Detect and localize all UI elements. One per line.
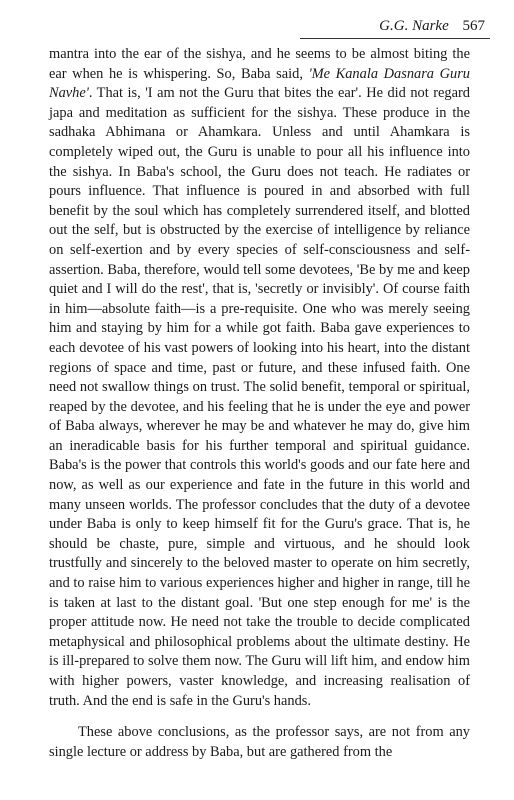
running-head-author: G.G. Narke: [379, 18, 449, 34]
header-rule: [300, 38, 490, 39]
paragraph-1-marathi-quote: 'Me Kanala Dasnara Guru Navhe': [49, 65, 471, 102]
running-head: [379, 17, 485, 35]
page-number: 567: [462, 18, 485, 34]
paragraph-2: These above conclusions, as the professor says, are not from any single lecture or address by Baba, but are gathered from the: [49, 724, 470, 760]
paragraph-1: [49, 45, 470, 711]
body-text: [49, 45, 470, 762]
paragraph-1-text-b: . That is, 'I am not the Guru that bites the ear'. He did not regard japa and meditation as sufficient for the sishya. These produce in the sadhaka Abhimana or Ahamkara. Unless and until Ahamkara is completely wiped out, the Guru is unable to pour all his influence into the sishya. In Baba's school, the Guru does not teach. He radiates or pours influence. That influence is poured in and absorbed with full benefit by the soul which has completely surrendered itself, and blotted out the self, but is obstructed by the exercise of intelligence by reliance on self-exertion and by every species of self-consciousness and self-assertion. Baba, therefore, would tell some devotees, 'Be by me and keep quiet and I will do the rest', that is, 'secretly or invisibly'. Of course faith in him—absolute faith—is a pre-requisite. One who was merely seeing him and staying by him for a while got faith. Baba gave experiences to each devotee of his vast powers of looking into his heart, into the distant regions of space and time, past or future, and these infused faith. One need not swallow things on trust. The solid benefit, temporal or spiritual, reaped by the devotee, and his feeling that he is under the eye and power of Baba always, wherever he may be and whatever he may do, give him an ineradicable basis for his further temporal and spiritual guidance. Baba's is the power that controls this world's goods and our fate here and now, as well as our experience and fate in the future in this world and many unseen worlds. The professor concludes that the duty of a devotee under Baba is only to keep himself fit for the Guru's grace. That is, he should be chaste, pure, simple and virtuous, and he should look trustfully and sincerely to the beloved master to operate on him secretly, and to raise him to various experiences higher and higher in range, till he is taken at last to the distant goal. 'But one step enough for me' is the proper attitude now. He need not take the trouble to decide complicated metaphysical and philosophical problems about the ultimate destiny. He is ill-prepared to solve them now. The Guru will lift him, and endow him with higher powers, vaster knowledge, and increasing realisation of truth. And the end is safe in the Guru's hands.: [49, 85, 470, 709]
paragraph-1-text-a: mantra into the ear of the sishya, and he seems to be almost biting the ear when he is whispering. So, Baba said,: [49, 46, 470, 82]
